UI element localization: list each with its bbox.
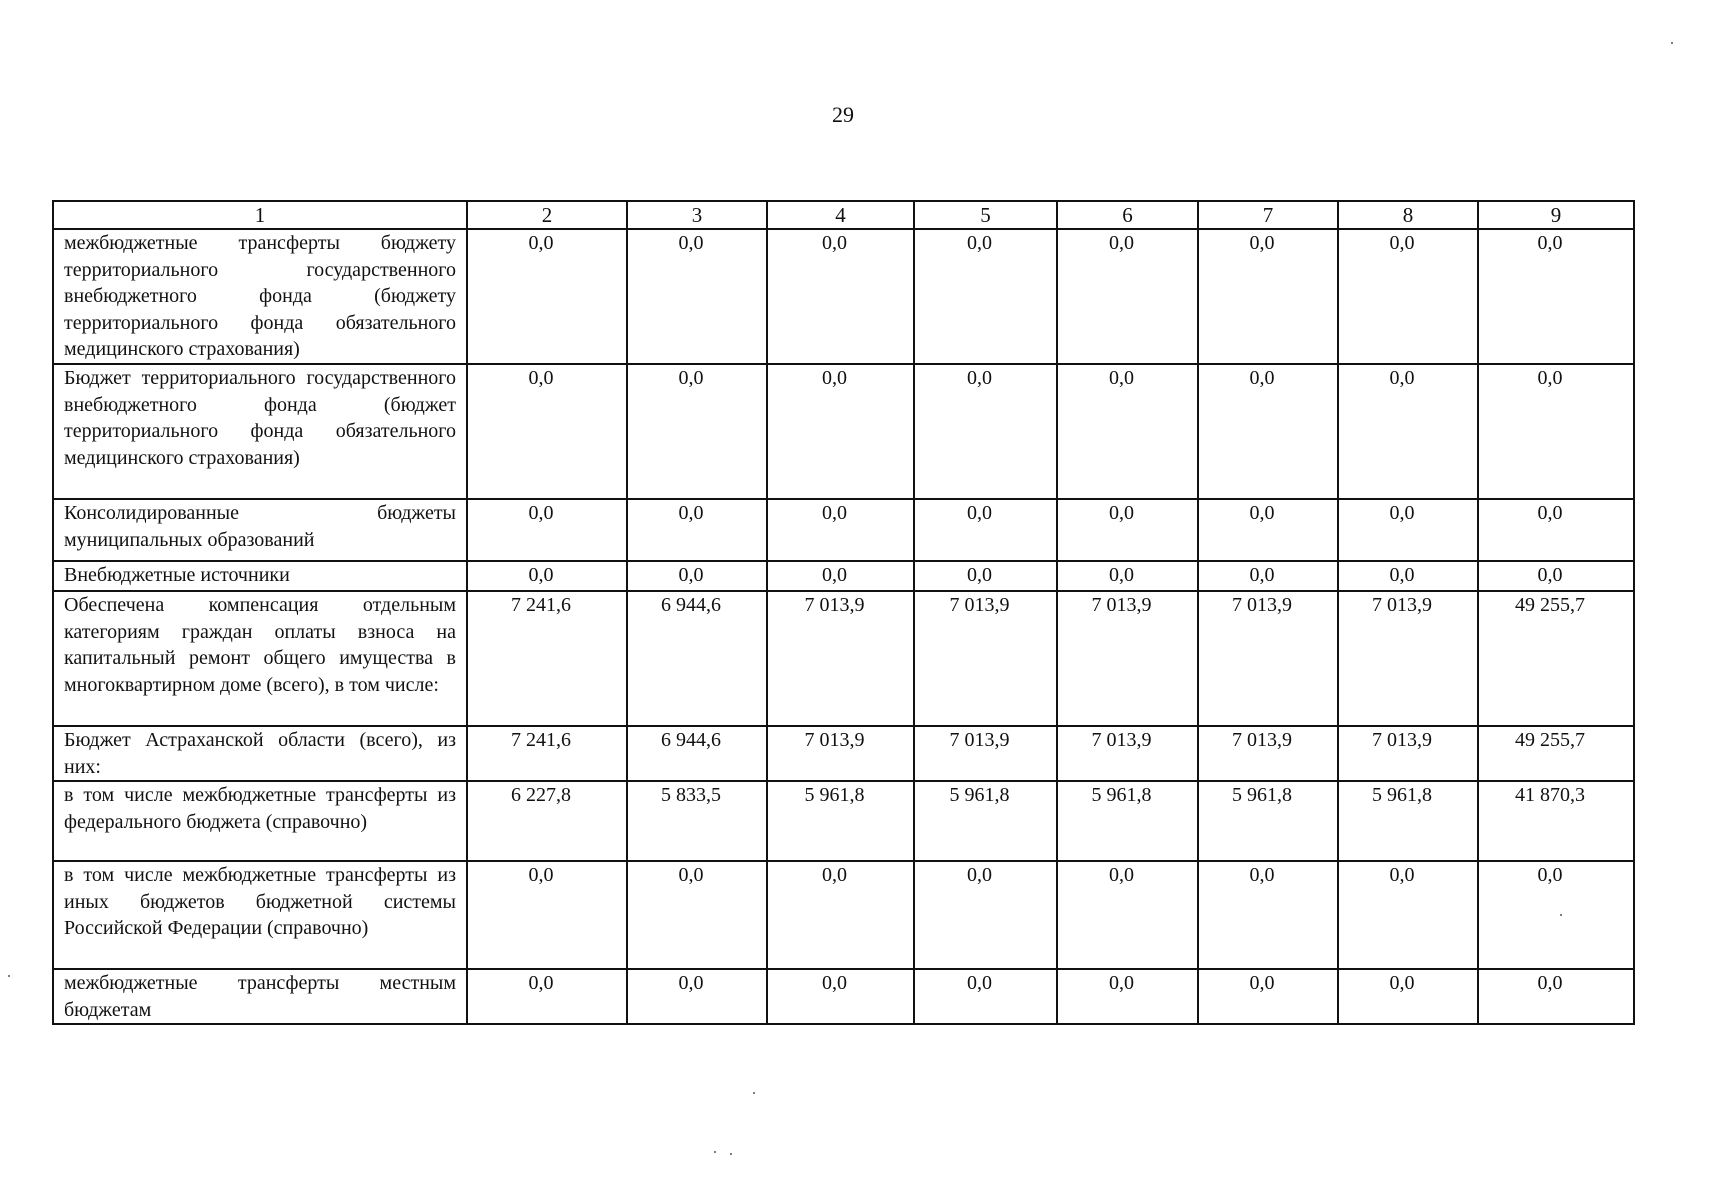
value-cell: 0,0 xyxy=(914,364,1057,499)
column-header: 3 xyxy=(627,201,767,229)
value-cell: 0,0 xyxy=(914,499,1057,561)
scan-speck xyxy=(1671,42,1673,44)
value-cell: 5 961,8 xyxy=(767,781,914,861)
value-cell: 0,0 xyxy=(1198,561,1338,591)
row-label: Бюджет территориального государственного внебюджетного фонда (бюджет территориального фонда обязательного медицинского страхования) xyxy=(53,364,467,499)
value-cell: 0,0 xyxy=(627,861,767,969)
row-label: Бюджет Астраханской области (всего), из них: xyxy=(53,726,467,781)
value-cell: 0,0 xyxy=(1338,561,1478,591)
value-cell: 0,0 xyxy=(467,561,627,591)
column-header: 2 xyxy=(467,201,627,229)
scan-speck xyxy=(1560,914,1562,916)
value-cell: 7 013,9 xyxy=(1057,726,1198,781)
table-row xyxy=(53,229,1634,364)
value-cell: 0,0 xyxy=(627,229,767,364)
scan-speck xyxy=(730,1153,732,1155)
value-cell: 0,0 xyxy=(1057,969,1198,1024)
value-cell: 7 013,9 xyxy=(1338,726,1478,781)
value-cell: 0,0 xyxy=(914,969,1057,1024)
table-row xyxy=(53,969,1634,1024)
value-cell: 0,0 xyxy=(467,499,627,561)
value-cell: 0,0 xyxy=(1057,861,1198,969)
row-label: межбюджетные трансферты местным бюджетам xyxy=(53,969,467,1024)
value-cell: 0,0 xyxy=(1198,499,1338,561)
value-cell: 0,0 xyxy=(1338,861,1478,969)
table-row xyxy=(53,591,1634,726)
value-cell: 7 013,9 xyxy=(914,726,1057,781)
value-cell: 7 013,9 xyxy=(1198,726,1338,781)
value-cell: 0,0 xyxy=(1057,561,1198,591)
row-label: в том числе межбюджетные трансферты из федерального бюджета (справочно) xyxy=(53,781,467,861)
row-label: Консолидированные бюджеты муниципальных образований xyxy=(53,499,467,561)
table-row xyxy=(53,861,1634,969)
value-cell: 7 013,9 xyxy=(914,591,1057,726)
value-cell: 0,0 xyxy=(467,364,627,499)
value-cell: 0,0 xyxy=(1198,229,1338,364)
value-cell: 0,0 xyxy=(1057,499,1198,561)
value-cell: 0,0 xyxy=(1478,499,1634,561)
value-cell: 0,0 xyxy=(1338,364,1478,499)
value-cell: 0,0 xyxy=(767,229,914,364)
value-cell: 5 961,8 xyxy=(1338,781,1478,861)
value-cell: 5 961,8 xyxy=(1057,781,1198,861)
table-header-row xyxy=(53,201,1634,229)
value-cell: 7 013,9 xyxy=(1057,591,1198,726)
value-cell: 0,0 xyxy=(767,364,914,499)
value-cell: 0,0 xyxy=(1198,364,1338,499)
value-cell: 0,0 xyxy=(767,499,914,561)
value-cell: 0,0 xyxy=(467,969,627,1024)
value-cell: 0,0 xyxy=(914,861,1057,969)
row-label: в том числе межбюджетные трансферты из иных бюджетов бюджетной системы Российской Федерации (справочно) xyxy=(53,861,467,969)
column-header: 5 xyxy=(914,201,1057,229)
row-label: Внебюджетные источники xyxy=(53,561,467,591)
scan-speck xyxy=(753,1092,755,1094)
value-cell: 0,0 xyxy=(767,969,914,1024)
value-cell: 5 961,8 xyxy=(914,781,1057,861)
column-header: 9 xyxy=(1478,201,1634,229)
table-row xyxy=(53,364,1634,499)
table-row xyxy=(53,561,1634,591)
value-cell: 0,0 xyxy=(1478,861,1634,969)
value-cell: 0,0 xyxy=(914,229,1057,364)
value-cell: 0,0 xyxy=(1198,969,1338,1024)
value-cell: 0,0 xyxy=(767,561,914,591)
column-header: 8 xyxy=(1338,201,1478,229)
table-row xyxy=(53,781,1634,861)
value-cell: 7 013,9 xyxy=(1198,591,1338,726)
budget-table xyxy=(52,200,1635,1025)
value-cell: 0,0 xyxy=(1478,561,1634,591)
value-cell: 0,0 xyxy=(1478,229,1634,364)
row-label: Обеспечена компенсация отдельным категориям граждан оплаты взноса на капитальный ремонт общего имущества в многоквартирном доме (всего), в том числе: xyxy=(53,591,467,726)
value-cell: 7 013,9 xyxy=(767,591,914,726)
value-cell: 6 944,6 xyxy=(627,726,767,781)
value-cell: 5 961,8 xyxy=(1198,781,1338,861)
scan-speck xyxy=(714,1151,716,1153)
value-cell: 0,0 xyxy=(1057,364,1198,499)
table-row xyxy=(53,726,1634,781)
value-cell: 0,0 xyxy=(1057,229,1198,364)
row-label: межбюджетные трансферты бюджету территориального государственного внебюджетного фонда (бюджету территориального фонда обязательного медицинского страхования) xyxy=(53,229,467,364)
value-cell: 49 255,7 xyxy=(1478,726,1634,781)
value-cell: 0,0 xyxy=(627,561,767,591)
table-row xyxy=(53,499,1634,561)
value-cell: 0,0 xyxy=(1198,861,1338,969)
column-header: 1 xyxy=(53,201,467,229)
column-header: 6 xyxy=(1057,201,1198,229)
value-cell: 0,0 xyxy=(467,861,627,969)
column-header: 7 xyxy=(1198,201,1338,229)
value-cell: 7 013,9 xyxy=(1338,591,1478,726)
value-cell: 0,0 xyxy=(627,364,767,499)
value-cell: 7 241,6 xyxy=(467,726,627,781)
value-cell: 49 255,7 xyxy=(1478,591,1634,726)
value-cell: 0,0 xyxy=(1338,969,1478,1024)
value-cell: 41 870,3 xyxy=(1478,781,1634,861)
page-number: 29 xyxy=(832,102,854,127)
value-cell: 0,0 xyxy=(467,229,627,364)
value-cell: 0,0 xyxy=(1478,969,1634,1024)
scan-speck xyxy=(8,975,10,977)
value-cell: 0,0 xyxy=(1478,364,1634,499)
column-header: 4 xyxy=(767,201,914,229)
value-cell: 0,0 xyxy=(914,561,1057,591)
value-cell: 7 013,9 xyxy=(767,726,914,781)
value-cell: 6 944,6 xyxy=(627,591,767,726)
value-cell: 0,0 xyxy=(767,861,914,969)
value-cell: 5 833,5 xyxy=(627,781,767,861)
value-cell: 0,0 xyxy=(1338,229,1478,364)
value-cell: 0,0 xyxy=(627,969,767,1024)
value-cell: 0,0 xyxy=(627,499,767,561)
value-cell: 7 241,6 xyxy=(467,591,627,726)
value-cell: 6 227,8 xyxy=(467,781,627,861)
value-cell: 0,0 xyxy=(1338,499,1478,561)
